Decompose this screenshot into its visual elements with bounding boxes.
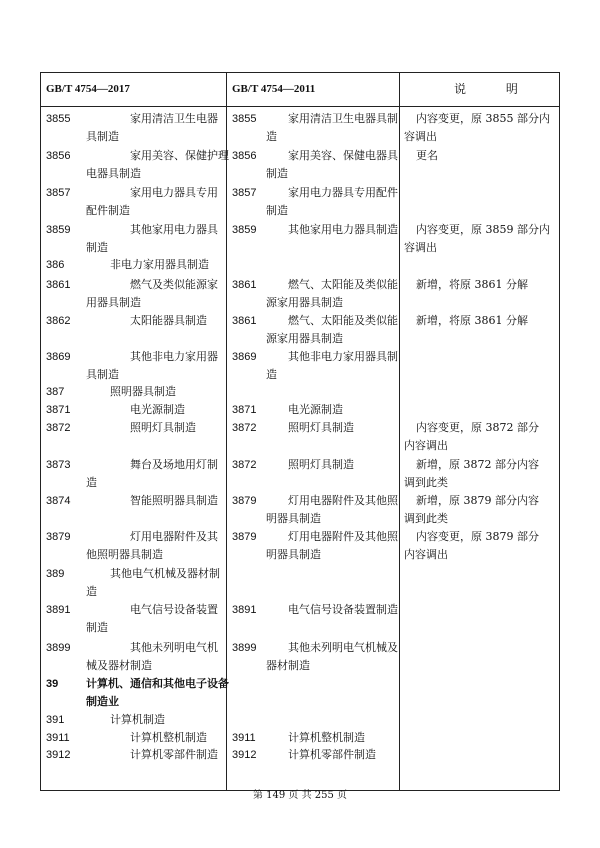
code-new: 3891 bbox=[46, 604, 71, 616]
code-old: 3872 bbox=[232, 459, 257, 471]
note-text: 容调出 bbox=[404, 241, 437, 254]
name-old: 燃气、太阳能及类似能 bbox=[288, 314, 398, 327]
code-old: 3879 bbox=[232, 531, 257, 543]
code-new: 3911 bbox=[46, 732, 70, 744]
name-new: 械及器材制造 bbox=[86, 659, 152, 672]
note-text: 新增，将原 3861 分解 bbox=[416, 278, 528, 291]
code-new: 3912 bbox=[46, 749, 71, 761]
note-text: 内容变更，原 3855 部分内 bbox=[416, 112, 550, 125]
name-old: 计算机零部件制造 bbox=[288, 748, 376, 761]
name-new: 配件制造 bbox=[86, 204, 130, 217]
name-new: 计算机零部件制造 bbox=[130, 748, 218, 761]
code-new: 386 bbox=[46, 259, 65, 271]
name-new: 计算机制造 bbox=[110, 713, 165, 726]
name-old: 照明灯具制造 bbox=[288, 458, 354, 471]
note-text: 调到此类 bbox=[404, 512, 448, 525]
column-divider bbox=[399, 72, 400, 791]
note-text: 内容调出 bbox=[404, 439, 448, 452]
name-new: 舞台及场地用灯制 bbox=[130, 458, 218, 471]
code-new: 3879 bbox=[46, 531, 71, 543]
code-old: 3891 bbox=[232, 604, 257, 616]
name-new: 其他家用电力器具 bbox=[130, 223, 218, 236]
name-old: 其他家用电力器具制造 bbox=[288, 223, 398, 236]
code-new: 391 bbox=[46, 714, 65, 726]
name-new: 家用电力器具专用 bbox=[130, 186, 218, 199]
name-new: 计算机整机制造 bbox=[130, 731, 207, 744]
code-new: 3899 bbox=[46, 642, 71, 654]
name-old: 制造 bbox=[266, 167, 288, 180]
note-text: 内容变更，原 3879 部分 bbox=[416, 530, 539, 543]
code-old: 3899 bbox=[232, 642, 257, 654]
code-old: 3855 bbox=[232, 113, 257, 125]
note-text: 新增，原 3872 部分内容 bbox=[416, 458, 539, 471]
header-col-new: GB/T 4754—2017 bbox=[46, 83, 130, 95]
code-new: 3874 bbox=[46, 495, 71, 507]
name-new: 计算机、通信和其他电子设备 bbox=[86, 677, 229, 690]
header-divider bbox=[40, 106, 560, 107]
code-new: 3871 bbox=[46, 404, 71, 416]
name-old: 家用美容、保健电器具 bbox=[288, 149, 398, 162]
code-new: 3862 bbox=[46, 315, 71, 327]
name-old: 源家用器具制造 bbox=[266, 296, 343, 309]
note-text: 新增，将原 3861 分解 bbox=[416, 314, 528, 327]
code-new: 3856 bbox=[46, 150, 71, 162]
code-new: 3872 bbox=[46, 422, 71, 434]
code-new: 3861 bbox=[46, 279, 71, 291]
name-new: 用器具制造 bbox=[86, 296, 141, 309]
note-text: 内容调出 bbox=[404, 548, 448, 561]
name-new: 造 bbox=[86, 476, 97, 489]
name-new: 电光源制造 bbox=[130, 403, 185, 416]
name-old: 器材制造 bbox=[266, 659, 310, 672]
name-old: 其他非电力家用器具制 bbox=[288, 350, 398, 363]
code-old: 3912 bbox=[232, 749, 257, 761]
note-text: 内容变更，原 3859 部分内 bbox=[416, 223, 550, 236]
name-old: 造 bbox=[266, 130, 277, 143]
name-new: 具制造 bbox=[86, 368, 119, 381]
code-old: 3857 bbox=[232, 187, 257, 199]
name-new: 制造 bbox=[86, 621, 108, 634]
code-new: 39 bbox=[46, 678, 59, 690]
code-old: 3871 bbox=[232, 404, 257, 416]
name-old: 明器具制造 bbox=[266, 548, 321, 561]
name-new: 造 bbox=[86, 585, 97, 598]
code-new: 3869 bbox=[46, 351, 71, 363]
name-old: 明器具制造 bbox=[266, 512, 321, 525]
name-new: 制造业 bbox=[86, 695, 119, 708]
name-new: 他照明器具制造 bbox=[86, 548, 163, 561]
code-old: 3861 bbox=[232, 279, 257, 291]
note-text: 更名 bbox=[416, 149, 438, 162]
code-old: 3872 bbox=[232, 422, 257, 434]
name-new: 电器具制造 bbox=[86, 167, 141, 180]
code-old: 3859 bbox=[232, 224, 257, 236]
name-new: 照明灯具制造 bbox=[130, 421, 196, 434]
name-new: 其他非电力家用器 bbox=[130, 350, 218, 363]
name-old: 照明灯具制造 bbox=[288, 421, 354, 434]
name-old: 灯用电器附件及其他照 bbox=[288, 494, 398, 507]
name-old: 灯用电器附件及其他照 bbox=[288, 530, 398, 543]
name-new: 其他未列明电气机 bbox=[130, 641, 218, 654]
name-old: 其他未列明电气机械及 bbox=[288, 641, 398, 654]
name-new: 制造 bbox=[86, 241, 108, 254]
name-old: 燃气、太阳能及类似能 bbox=[288, 278, 398, 291]
name-old: 源家用器具制造 bbox=[266, 332, 343, 345]
name-old: 电气信号设备装置制造 bbox=[288, 603, 398, 616]
page-footer: 第 149 页 共 255 页 bbox=[252, 790, 348, 801]
name-old: 电光源制造 bbox=[288, 403, 343, 416]
name-new: 燃气及类似能源家 bbox=[130, 278, 218, 291]
name-new: 具制造 bbox=[86, 130, 119, 143]
name-new: 太阳能器具制造 bbox=[130, 314, 207, 327]
name-old: 计算机整机制造 bbox=[288, 731, 365, 744]
name-new: 其他电气机械及器材制 bbox=[110, 567, 220, 580]
name-new: 家用美容、保健护理 bbox=[130, 149, 229, 162]
note-text: 新增，原 3879 部分内容 bbox=[416, 494, 539, 507]
code-new: 3857 bbox=[46, 187, 71, 199]
name-old: 家用清洁卫生电器具制 bbox=[288, 112, 398, 125]
name-old: 家用电力器具专用配件 bbox=[288, 186, 398, 199]
code-new: 389 bbox=[46, 568, 65, 580]
code-old: 3879 bbox=[232, 495, 257, 507]
name-new: 灯用电器附件及其 bbox=[130, 530, 218, 543]
name-old: 造 bbox=[266, 368, 277, 381]
code-old: 3869 bbox=[232, 351, 257, 363]
name-new: 智能照明器具制造 bbox=[130, 494, 218, 507]
note-text: 内容变更，原 3872 部分 bbox=[416, 421, 539, 434]
name-new: 电气信号设备装置 bbox=[130, 603, 218, 616]
name-new: 家用清洁卫生电器 bbox=[130, 112, 218, 125]
code-new: 387 bbox=[46, 386, 65, 398]
code-old: 3911 bbox=[232, 732, 256, 744]
note-text: 容调出 bbox=[404, 130, 437, 143]
header-col-old: GB/T 4754—2011 bbox=[232, 83, 316, 95]
code-old: 3861 bbox=[232, 315, 257, 327]
code-old: 3856 bbox=[232, 150, 257, 162]
header-col-note: 说 明 bbox=[454, 82, 536, 96]
name-new: 非电力家用器具制造 bbox=[110, 258, 209, 271]
name-new: 照明器具制造 bbox=[110, 385, 176, 398]
note-text: 调到此类 bbox=[404, 476, 448, 489]
code-new: 3859 bbox=[46, 224, 71, 236]
code-new: 3855 bbox=[46, 113, 71, 125]
name-old: 制造 bbox=[266, 204, 288, 217]
code-new: 3873 bbox=[46, 459, 71, 471]
